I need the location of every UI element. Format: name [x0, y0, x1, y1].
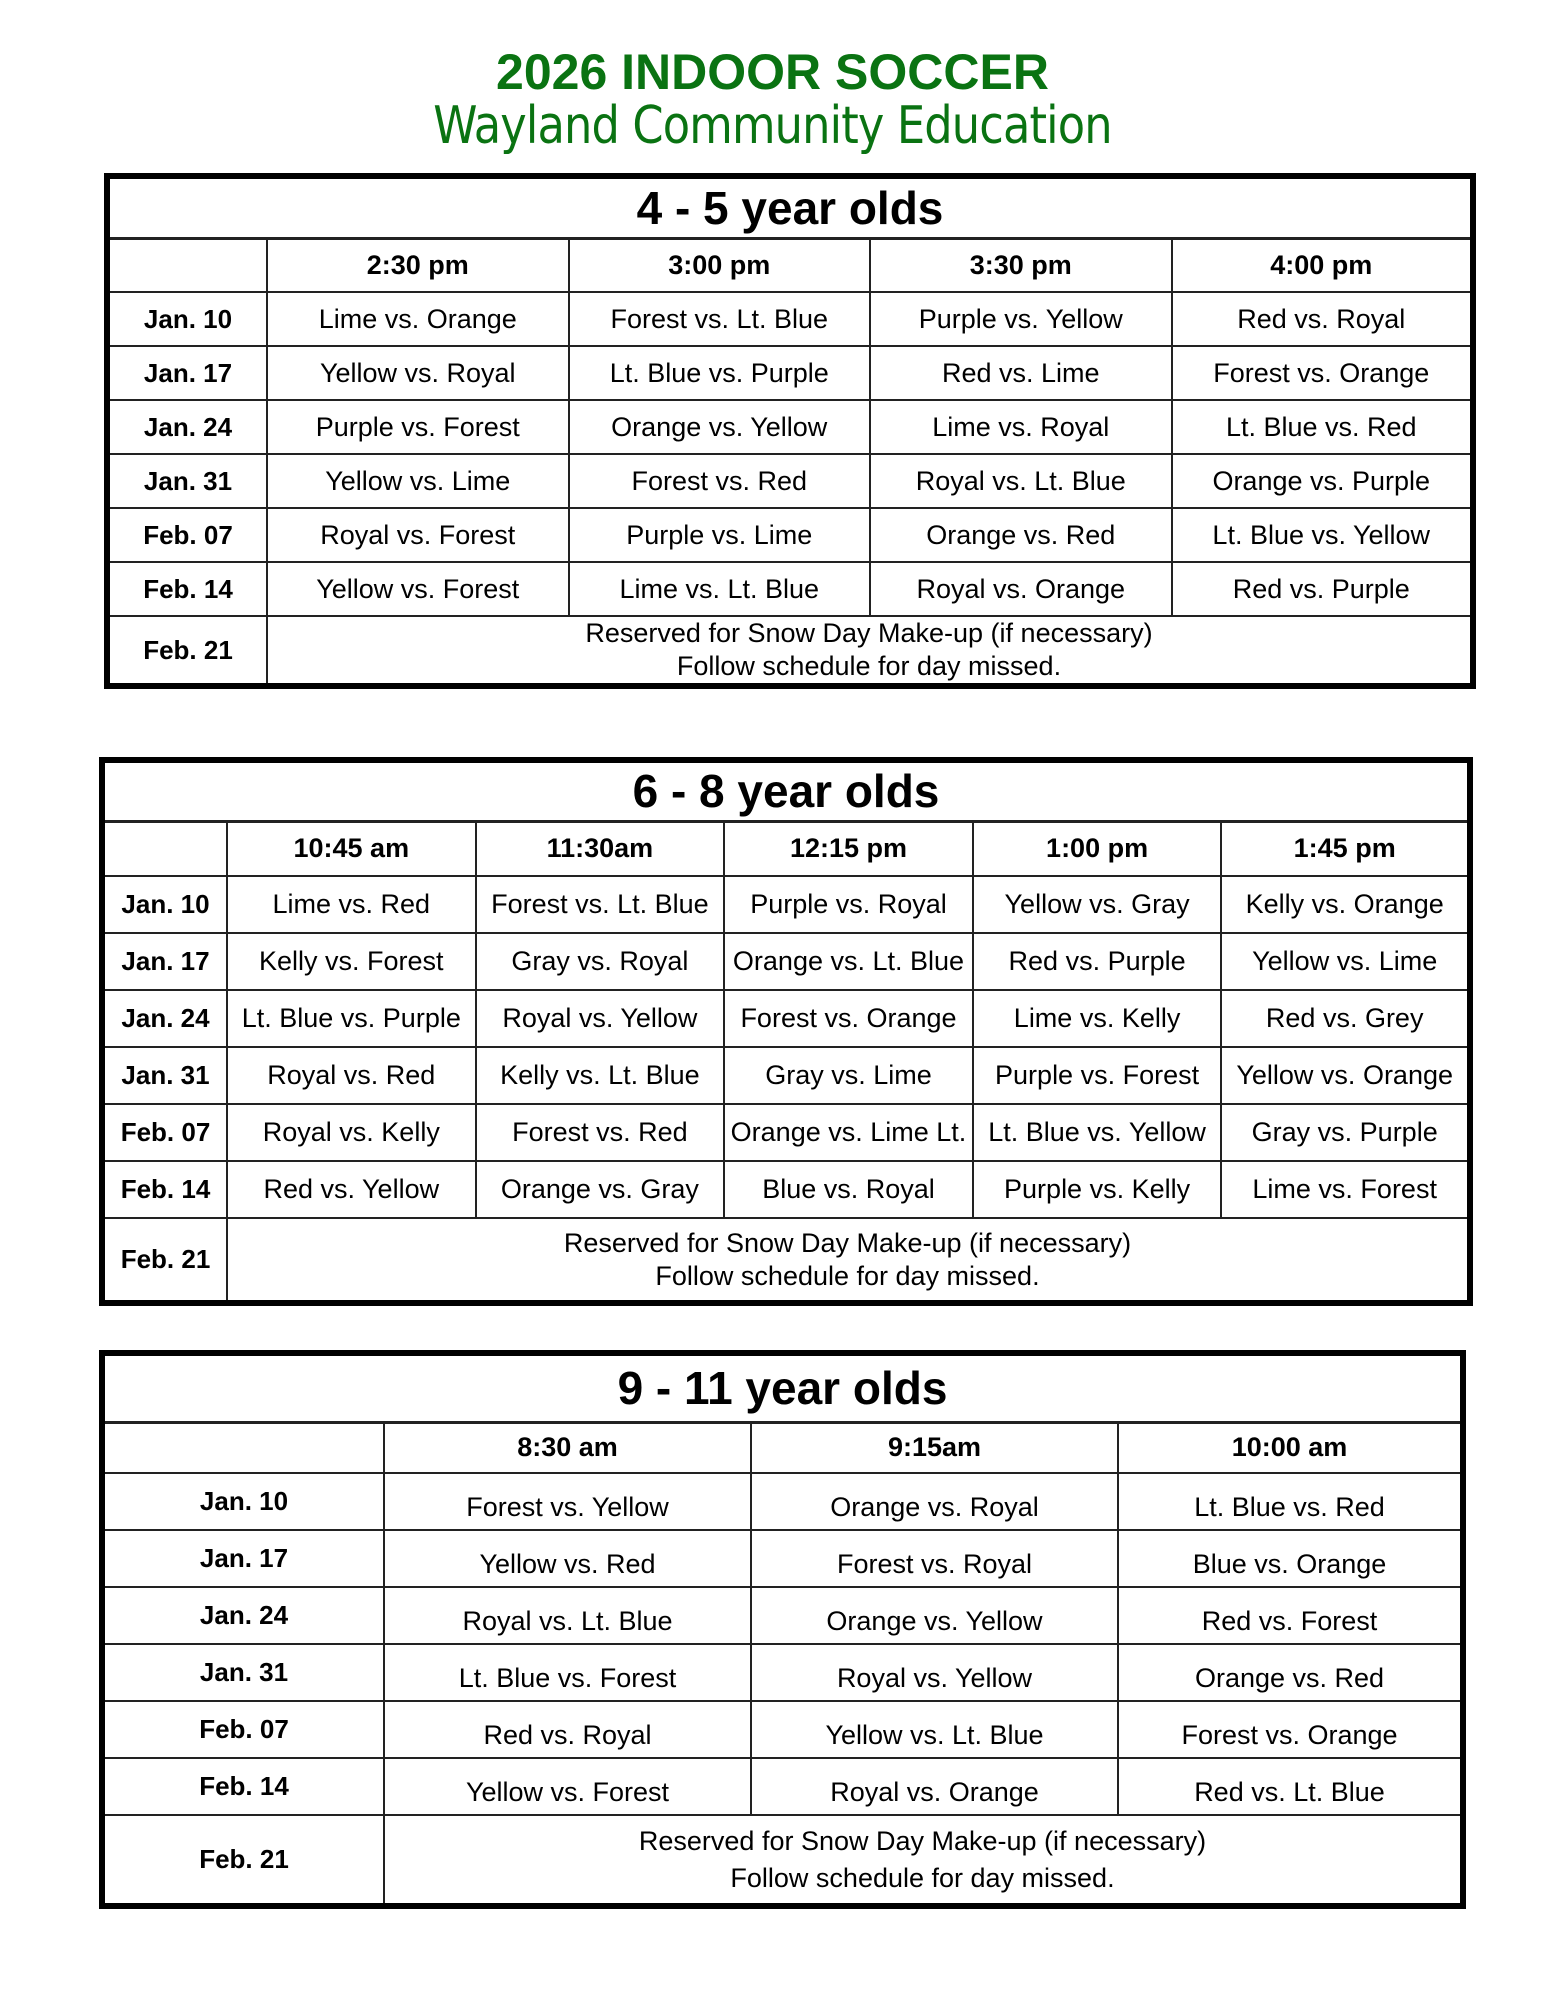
- game-cell: Forest vs. Royal: [751, 1530, 1118, 1587]
- game-cell: Yellow vs. Forest: [384, 1758, 751, 1815]
- game-cell: Royal vs. Forest: [267, 508, 569, 562]
- table-row: [107, 346, 1473, 400]
- date-cell: Jan. 24: [102, 990, 227, 1047]
- game-cell: Gray vs. Purple: [1221, 1104, 1470, 1161]
- time-header: 1:00 pm: [973, 821, 1222, 876]
- table-row: [107, 562, 1473, 616]
- game-cell: Royal vs. Orange: [751, 1758, 1118, 1815]
- table-row: [107, 508, 1473, 562]
- game-cell: Royal vs. Orange: [870, 562, 1172, 616]
- date-cell: Jan. 17: [102, 1530, 384, 1587]
- game-cell: Yellow vs. Lime: [267, 454, 569, 508]
- time-header: 4:00 pm: [1172, 238, 1474, 292]
- makeup-note-line1: Reserved for Snow Day Make-up (if necessary): [585, 618, 1153, 648]
- game-cell: Kelly vs. Forest: [227, 933, 476, 990]
- game-cell: Orange vs. Yellow: [751, 1587, 1118, 1644]
- date-cell: Feb. 14: [102, 1161, 227, 1218]
- game-cell: Lime vs. Lt. Blue: [569, 562, 871, 616]
- game-cell: Royal vs. Red: [227, 1047, 476, 1104]
- makeup-note-line2: Follow schedule for day missed.: [730, 1862, 1115, 1893]
- game-cell: Orange vs. Purple: [1172, 454, 1474, 508]
- game-cell: Lime vs. Red: [227, 876, 476, 933]
- makeup-note-line2: Follow schedule for day missed.: [676, 651, 1062, 681]
- table-row: [102, 1161, 1470, 1218]
- game-cell: Orange vs. Lt. Blue: [724, 933, 973, 990]
- corner-cell: [102, 1422, 384, 1473]
- game-cell: Orange vs. Royal: [751, 1473, 1118, 1530]
- makeup-note-line1: Reserved for Snow Day Make-up (if necessary): [563, 1227, 1132, 1258]
- date-cell: Feb. 07: [102, 1701, 384, 1758]
- table-row: [102, 1644, 1463, 1701]
- game-cell: Orange vs. Red: [1118, 1644, 1463, 1701]
- game-cell: Forest vs. Orange: [1118, 1701, 1463, 1758]
- time-header: 11:30am: [476, 821, 725, 876]
- game-cell: Forest vs. Red: [476, 1104, 725, 1161]
- date-cell: Jan. 31: [102, 1644, 384, 1701]
- game-cell: Lt. Blue vs. Purple: [227, 990, 476, 1047]
- game-cell: Orange vs. Gray: [476, 1161, 725, 1218]
- game-cell: Lime vs. Kelly: [973, 990, 1222, 1047]
- game-cell: Yellow vs. Forest: [267, 562, 569, 616]
- time-header-row: [102, 821, 1470, 876]
- game-cell: Purple vs. Royal: [724, 876, 973, 933]
- game-cell: Red vs. Lt. Blue: [1118, 1758, 1463, 1815]
- game-cell: Orange vs. Red: [870, 508, 1172, 562]
- game-cell: Royal vs. Yellow: [476, 990, 725, 1047]
- table-row: [107, 454, 1473, 508]
- table-row: [102, 1587, 1463, 1644]
- table-row: [102, 1104, 1470, 1161]
- game-cell: Purple vs. Kelly: [973, 1161, 1222, 1218]
- game-cell: Royal vs. Kelly: [227, 1104, 476, 1161]
- makeup-note: [227, 1218, 1470, 1303]
- date-cell: Feb. 14: [102, 1758, 384, 1815]
- game-cell: Gray vs. Lime: [724, 1047, 973, 1104]
- date-cell: Jan. 24: [102, 1587, 384, 1644]
- makeup-row: [102, 1815, 1463, 1906]
- group-title: 4 - 5 year olds: [107, 176, 1473, 238]
- time-header: 8:30 am: [384, 1422, 751, 1473]
- game-cell: Forest vs. Lt. Blue: [569, 292, 871, 346]
- game-cell: Lt. Blue vs. Purple: [569, 346, 871, 400]
- group-title: 9 - 11 year olds: [102, 1353, 1463, 1422]
- date-cell: Feb. 14: [107, 562, 267, 616]
- date-cell: Jan. 31: [102, 1047, 227, 1104]
- time-header-row: [107, 238, 1473, 292]
- game-cell: Royal vs. Yellow: [751, 1644, 1118, 1701]
- game-cell: Red vs. Purple: [1172, 562, 1474, 616]
- game-cell: Red vs. Royal: [1172, 292, 1474, 346]
- makeup-note: [384, 1815, 1463, 1906]
- date-cell: Jan. 10: [107, 292, 267, 346]
- game-cell: Purple vs. Yellow: [870, 292, 1172, 346]
- group-title: 6 - 8 year olds: [102, 760, 1470, 821]
- game-cell: Forest vs. Orange: [1172, 346, 1474, 400]
- makeup-note: [267, 616, 1473, 686]
- time-header: 10:45 am: [227, 821, 476, 876]
- game-cell: Purple vs. Lime: [569, 508, 871, 562]
- game-cell: Lime vs. Orange: [267, 292, 569, 346]
- game-cell: Forest vs. Orange: [724, 990, 973, 1047]
- date-cell: Jan. 17: [107, 346, 267, 400]
- game-cell: Yellow vs. Orange: [1221, 1047, 1470, 1104]
- date-cell: Feb. 07: [107, 508, 267, 562]
- game-cell: Yellow vs. Lt. Blue: [751, 1701, 1118, 1758]
- corner-cell: [107, 238, 267, 292]
- time-header: 9:15am: [751, 1422, 1118, 1473]
- game-cell: Red vs. Forest: [1118, 1587, 1463, 1644]
- date-cell: Jan. 10: [102, 1473, 384, 1530]
- game-cell: Red vs. Purple: [973, 933, 1222, 990]
- game-cell: Yellow vs. Lime: [1221, 933, 1470, 990]
- game-cell: Lt. Blue vs. Yellow: [1172, 508, 1474, 562]
- game-cell: Purple vs. Forest: [973, 1047, 1222, 1104]
- date-cell: Feb. 21: [102, 1218, 227, 1303]
- game-cell: Red vs. Lime: [870, 346, 1172, 400]
- game-cell: Forest vs. Red: [569, 454, 871, 508]
- game-cell: Blue vs. Royal: [724, 1161, 973, 1218]
- game-cell: Lt. Blue vs. Red: [1172, 400, 1474, 454]
- table-row: [102, 1473, 1463, 1530]
- makeup-row: [102, 1218, 1470, 1303]
- game-cell: Gray vs. Royal: [476, 933, 725, 990]
- game-cell: Red vs. Grey: [1221, 990, 1470, 1047]
- game-cell: Lt. Blue vs. Forest: [384, 1644, 751, 1701]
- table-row: [102, 1758, 1463, 1815]
- game-cell: Lime vs. Royal: [870, 400, 1172, 454]
- game-cell: Forest vs. Lt. Blue: [476, 876, 725, 933]
- schedule-table-6-8: [99, 757, 1473, 1306]
- date-cell: Jan. 24: [107, 400, 267, 454]
- table-row: [102, 876, 1470, 933]
- game-cell: Yellow vs. Gray: [973, 876, 1222, 933]
- game-cell: Kelly vs. Orange: [1221, 876, 1470, 933]
- game-cell: Blue vs. Orange: [1118, 1530, 1463, 1587]
- table-row: [107, 292, 1473, 346]
- game-cell: Lt. Blue vs. Yellow: [973, 1104, 1222, 1161]
- date-cell: Jan. 17: [102, 933, 227, 990]
- game-cell: Royal vs. Lt. Blue: [384, 1587, 751, 1644]
- date-cell: Feb. 21: [102, 1815, 384, 1906]
- table-row: [102, 990, 1470, 1047]
- date-cell: Jan. 10: [102, 876, 227, 933]
- time-header-row: [102, 1422, 1463, 1473]
- time-header: 10:00 am: [1118, 1422, 1463, 1473]
- table-row: [102, 1047, 1470, 1104]
- time-header: 2:30 pm: [267, 238, 569, 292]
- table-row: [102, 1530, 1463, 1587]
- makeup-row: [107, 616, 1473, 686]
- makeup-note-line1: Reserved for Snow Day Make-up (if necessary): [638, 1825, 1207, 1856]
- makeup-note-line2: Follow schedule for day missed.: [655, 1260, 1040, 1291]
- time-header: 12:15 pm: [724, 821, 973, 876]
- table-row: [102, 1701, 1463, 1758]
- table-row: [107, 400, 1473, 454]
- schedule-table-4-5: [104, 173, 1476, 689]
- date-cell: Feb. 07: [102, 1104, 227, 1161]
- time-header: 3:00 pm: [569, 238, 871, 292]
- game-cell: Lime vs. Forest: [1221, 1161, 1470, 1218]
- page-subtitle: Wayland Community Education: [433, 96, 1112, 156]
- game-cell: Orange vs. Yellow: [569, 400, 871, 454]
- game-cell: Purple vs. Forest: [267, 400, 569, 454]
- game-cell: Red vs. Royal: [384, 1701, 751, 1758]
- date-cell: Jan. 31: [107, 454, 267, 508]
- time-header: 1:45 pm: [1221, 821, 1470, 876]
- corner-cell: [102, 821, 227, 876]
- game-cell: Forest vs. Yellow: [384, 1473, 751, 1530]
- game-cell: Kelly vs. Lt. Blue: [476, 1047, 725, 1104]
- time-header: 3:30 pm: [870, 238, 1172, 292]
- page-title: 2026 INDOOR SOCCER: [496, 44, 1049, 100]
- game-cell: Yellow vs. Red: [384, 1530, 751, 1587]
- schedule-table-9-11: [99, 1350, 1466, 1909]
- game-cell: Orange vs. Lime Lt.: [724, 1104, 973, 1161]
- game-cell: Lt. Blue vs. Red: [1118, 1473, 1463, 1530]
- game-cell: Red vs. Yellow: [227, 1161, 476, 1218]
- date-cell: Feb. 21: [107, 616, 267, 686]
- game-cell: Yellow vs. Royal: [267, 346, 569, 400]
- game-cell: Royal vs. Lt. Blue: [870, 454, 1172, 508]
- table-row: [102, 933, 1470, 990]
